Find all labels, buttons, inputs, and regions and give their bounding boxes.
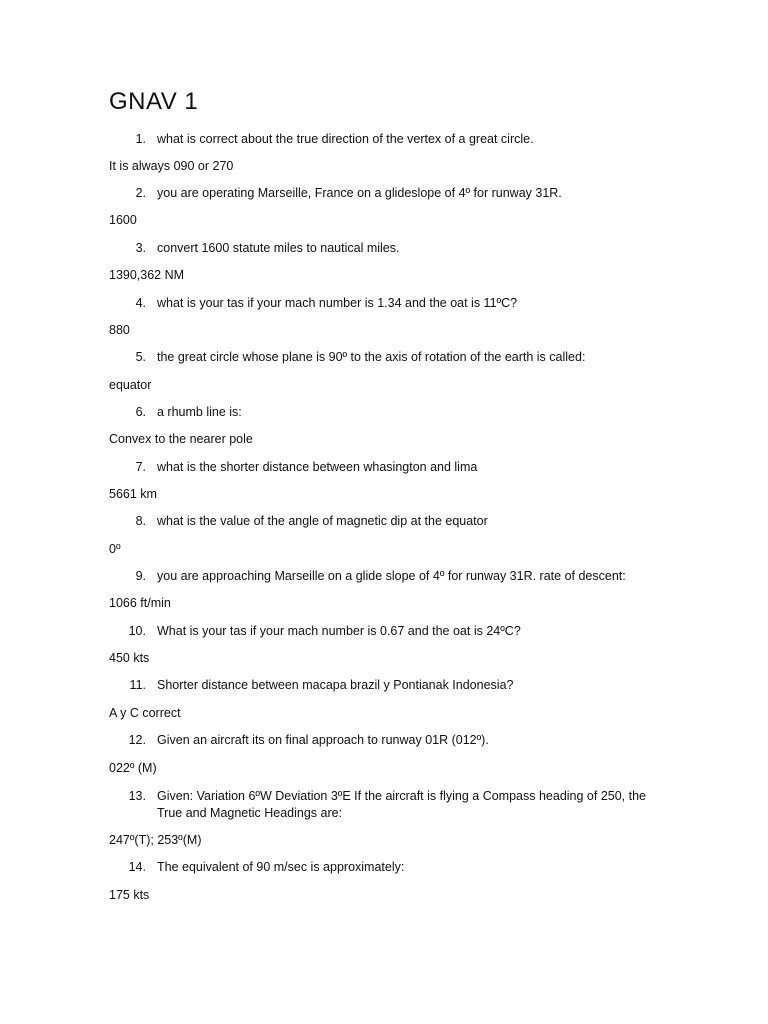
question-number: 1. (135, 132, 146, 146)
question-text: Given: Variation 6ºW Deviation 3ºE If the aircraft is flying a Compass heading of 250, the True and Magnetic Headings are: (157, 789, 647, 820)
question-number: 12. (128, 733, 146, 747)
question-text: a rhumb line is: (157, 405, 242, 419)
question-number: 2. (135, 186, 146, 200)
question-number: 4. (135, 296, 146, 310)
answer-text: equator (109, 378, 152, 392)
question-text: what is your tas if your mach number is 1.34 and the oat is 11ºC? (157, 296, 518, 310)
answer-text: 247º(T); 253º(M) (109, 833, 202, 847)
answer-text: 1066 ft/min (109, 596, 171, 610)
question-text: convert 1600 statute miles to nautical miles. (157, 241, 400, 255)
question-number: 9. (135, 569, 146, 583)
document-title: GNAV 1 (109, 88, 199, 115)
question-number: 6. (135, 405, 146, 419)
question-text: what is correct about the true direction of the vertex of a great circle. (157, 132, 534, 146)
question-number: 5. (135, 350, 146, 364)
answer-text: 1600 (109, 213, 137, 227)
question-text: The equivalent of 90 m/sec is approximately: (157, 860, 405, 874)
answer-text: 1390,362 NM (109, 268, 185, 282)
question-number: 13. (128, 789, 146, 803)
answer-text: Convex to the nearer pole (109, 432, 253, 446)
answer-text: 022º (M) (109, 761, 157, 775)
question-number: 7. (135, 460, 146, 474)
question-number: 8. (135, 514, 146, 528)
answer-text: A y C correct (109, 706, 181, 720)
answer-text: 5661 km (109, 487, 157, 501)
question-text: what is the value of the angle of magnetic dip at the equator (157, 514, 488, 528)
question-text: what is the shorter distance between whasington and lima (157, 460, 478, 474)
question-text: you are approaching Marseille on a glide slope of 4º for runway 31R. rate of descent: (157, 569, 626, 583)
question-text: What is your tas if your mach number is 0.67 and the oat is 24ºC? (157, 624, 521, 638)
answer-text: 175 kts (109, 888, 150, 902)
question-number: 10. (128, 624, 146, 638)
answer-text: It is always 090 or 270 (109, 159, 234, 173)
question-text: Given an aircraft its on final approach to runway 01R (012º). (157, 733, 489, 747)
question-number: 11. (129, 678, 146, 692)
question-text: Shorter distance between macapa brazil y Pontianak Indonesia? (157, 678, 514, 692)
question-text: the great circle whose plane is 90º to the axis of rotation of the earth is called: (157, 350, 586, 364)
answer-text: 0º (109, 542, 121, 556)
question-text: you are operating Marseille, France on a glideslope of 4º for runway 31R. (157, 186, 562, 200)
answer-text: 450 kts (109, 651, 150, 665)
question-number: 3. (135, 241, 146, 255)
answer-text: 880 (109, 323, 130, 337)
question-number: 14. (128, 860, 146, 874)
